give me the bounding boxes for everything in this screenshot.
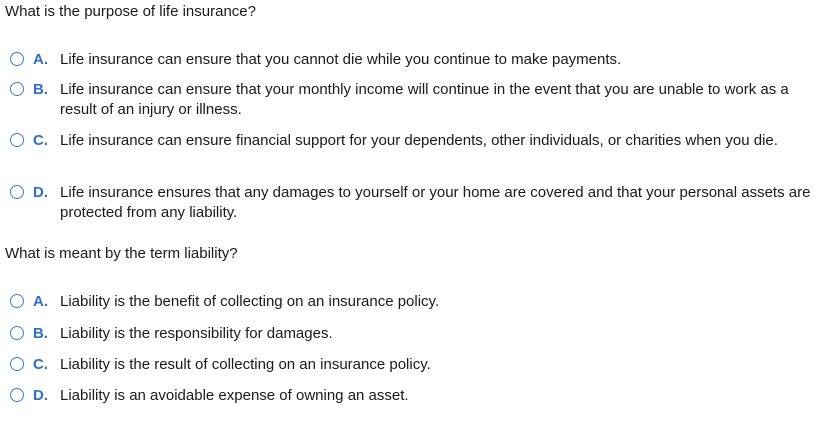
q1-option-c[interactable] [10,131,822,151]
radio-icon[interactable] [10,185,24,199]
question-1-prompt: What is the purpose of life insurance? [5,3,256,20]
option-text: Life insurance ensures that any damages to yourself or your home are covered and that your personal assets are protected from any liability. [60,184,811,221]
option-letter: C. [33,132,48,149]
option-text: Liability is the benefit of collecting on an insurance policy. [60,293,440,310]
q2-option-c[interactable] [10,355,822,375]
option-text: Life insurance can ensure that your monthly income will continue in the event that you are unable to work as a result of an injury or illness. [60,81,789,118]
radio-icon[interactable] [10,294,24,308]
q2-option-a[interactable] [10,292,822,312]
option-text: Liability is an avoidable expense of owning an asset. [60,387,409,404]
option-letter: D. [33,184,48,201]
option-text: Liability is the responsibility for damages. [60,325,333,342]
q1-option-a[interactable] [10,50,822,70]
q2-option-d[interactable] [10,386,822,406]
option-letter: A. [33,293,48,310]
q1-option-d[interactable] [10,183,822,223]
option-letter: B. [33,325,48,342]
radio-icon[interactable] [10,357,24,371]
q1-option-b[interactable] [10,80,822,120]
radio-icon[interactable] [10,82,24,96]
question-2-prompt: What is meant by the term liability? [5,245,238,262]
radio-icon[interactable] [10,133,24,147]
option-text: Liability is the result of collecting on an insurance policy. [60,356,431,373]
option-text: Life insurance can ensure that you cannot die while you continue to make payments. [60,51,622,68]
radio-icon[interactable] [10,326,24,340]
radio-icon[interactable] [10,388,24,402]
option-letter: A. [33,51,48,68]
option-text: Life insurance can ensure financial support for your dependents, other individuals, or charities when you die. [60,132,778,149]
option-letter: C. [33,356,48,373]
radio-icon[interactable] [10,52,24,66]
q2-option-b[interactable] [10,324,822,344]
option-letter: D. [33,387,48,404]
option-letter: B. [33,81,48,98]
